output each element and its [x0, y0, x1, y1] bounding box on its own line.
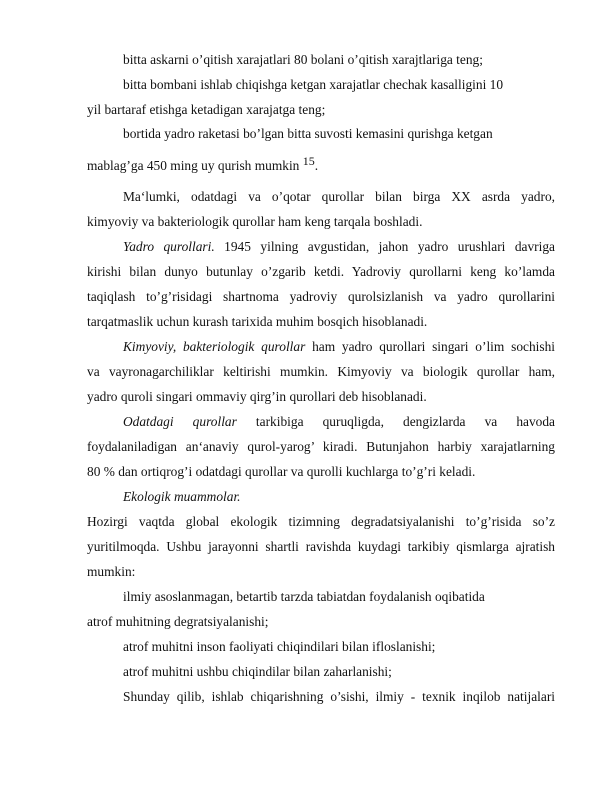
paragraph-line: tarqatmaslik uchun kurash tarixida muhim bosqich hisoblanadi.	[87, 314, 428, 329]
bullet-line: atrof muhitni ushbu chiqindilar bilan zaharlanishi;	[123, 664, 392, 679]
paragraph-line: va vayronagarchiliklar keltirishi mumkin. Kimyoviy va biologik qurollar ham,	[87, 364, 555, 379]
paragraph-line: Shunday qilib, ishlab chiqarishning o’sishi, ilmiy - texnik inqilob natijalari	[123, 689, 555, 704]
paragraph-line: yadro quroli singari ommaviy qirg’in qurollari deb hisoblanadi.	[87, 389, 427, 404]
section-heading: Ekologik muammolar.	[123, 489, 241, 504]
paragraph-line: Ma‘lumki, odatdagi va o’qotar qurollar bilan birga XX asrda yadro,	[123, 189, 555, 204]
paragraph-line: 80 % dan ortiqrog’i odatdagi qurollar va qurolli kuchlarga to’g’ri keladi.	[87, 464, 476, 479]
footnote-reference: 15	[302, 154, 315, 168]
paragraph-line: foydalaniladigan an‘anaviy qurol-yarog’ kiradi. Butunjahon harbiy xarajatlarning	[87, 439, 555, 454]
text-span: .	[314, 158, 319, 173]
text-line	[87, 154, 319, 174]
bullet-line: bitta bombani ishlab chiqishga ketgan xarajatlar chechak kasalligini 10	[123, 77, 504, 92]
paragraph-line	[123, 414, 555, 430]
section-label: Kimyoviy, bakteriologik qurollar	[123, 339, 306, 354]
text-span: tarkibiga quruqligda, dengizlarda va havoda	[236, 414, 555, 429]
text-span: 1945 yilning avgustidan, jahon yadro urushlari davriga	[214, 239, 555, 254]
paragraph-line: kirishi bilan dunyo butunlay o’zgarib ketdi. Yadroviy qurollarni keng ko’lamda	[87, 264, 555, 279]
paragraph-line	[123, 339, 555, 355]
bullet-line: ilmiy asoslanmagan, betartib tarzda tabiatdan foydalanish oqibatida	[123, 589, 485, 604]
bullet-line: atrof muhitni inson faoliyati chiqindilari bilan ifloslanishi;	[123, 639, 436, 654]
text-span: ham yadro qurollari singari o’lim sochishi	[305, 339, 555, 354]
text-line: atrof muhitning degratsiyalanishi;	[87, 614, 269, 629]
section-label: Yadro qurollari.	[123, 239, 215, 254]
bullet-line: bortida yadro raketasi bo’lgan bitta suvosti kemasini qurishga ketgan	[123, 126, 493, 141]
paragraph-line: kimyoviy va bakteriologik qurollar ham keng tarqala boshladi.	[87, 214, 423, 229]
paragraph-line: yuritilmoqda. Ushbu jarayonni shartli ravishda kuydagi tarkibiy qismlarga ajratish	[87, 539, 555, 554]
paragraph-line: Hozirgi vaqtda global ekologik tizimning degradatsiyalanishi to’g’risida so’z	[87, 514, 555, 529]
bullet-line: bitta askarni o’qitish xarajatlari 80 bolani o’qitish xarajtlariga teng;	[123, 52, 483, 67]
paragraph-line	[123, 239, 555, 255]
text-span: mablag’ga 450 ming uy qurish mumkin	[87, 158, 300, 173]
paragraph-line: taqiqlash to’g’risidagi shartnoma yadroviy qurolsizlanish va yadro qurollarini	[87, 289, 555, 304]
paragraph-line: mumkin:	[87, 564, 136, 579]
section-label: Odatdagi qurollar	[123, 414, 237, 429]
text-line: yil bartaraf etishga ketadigan xarajatga teng;	[87, 102, 326, 117]
